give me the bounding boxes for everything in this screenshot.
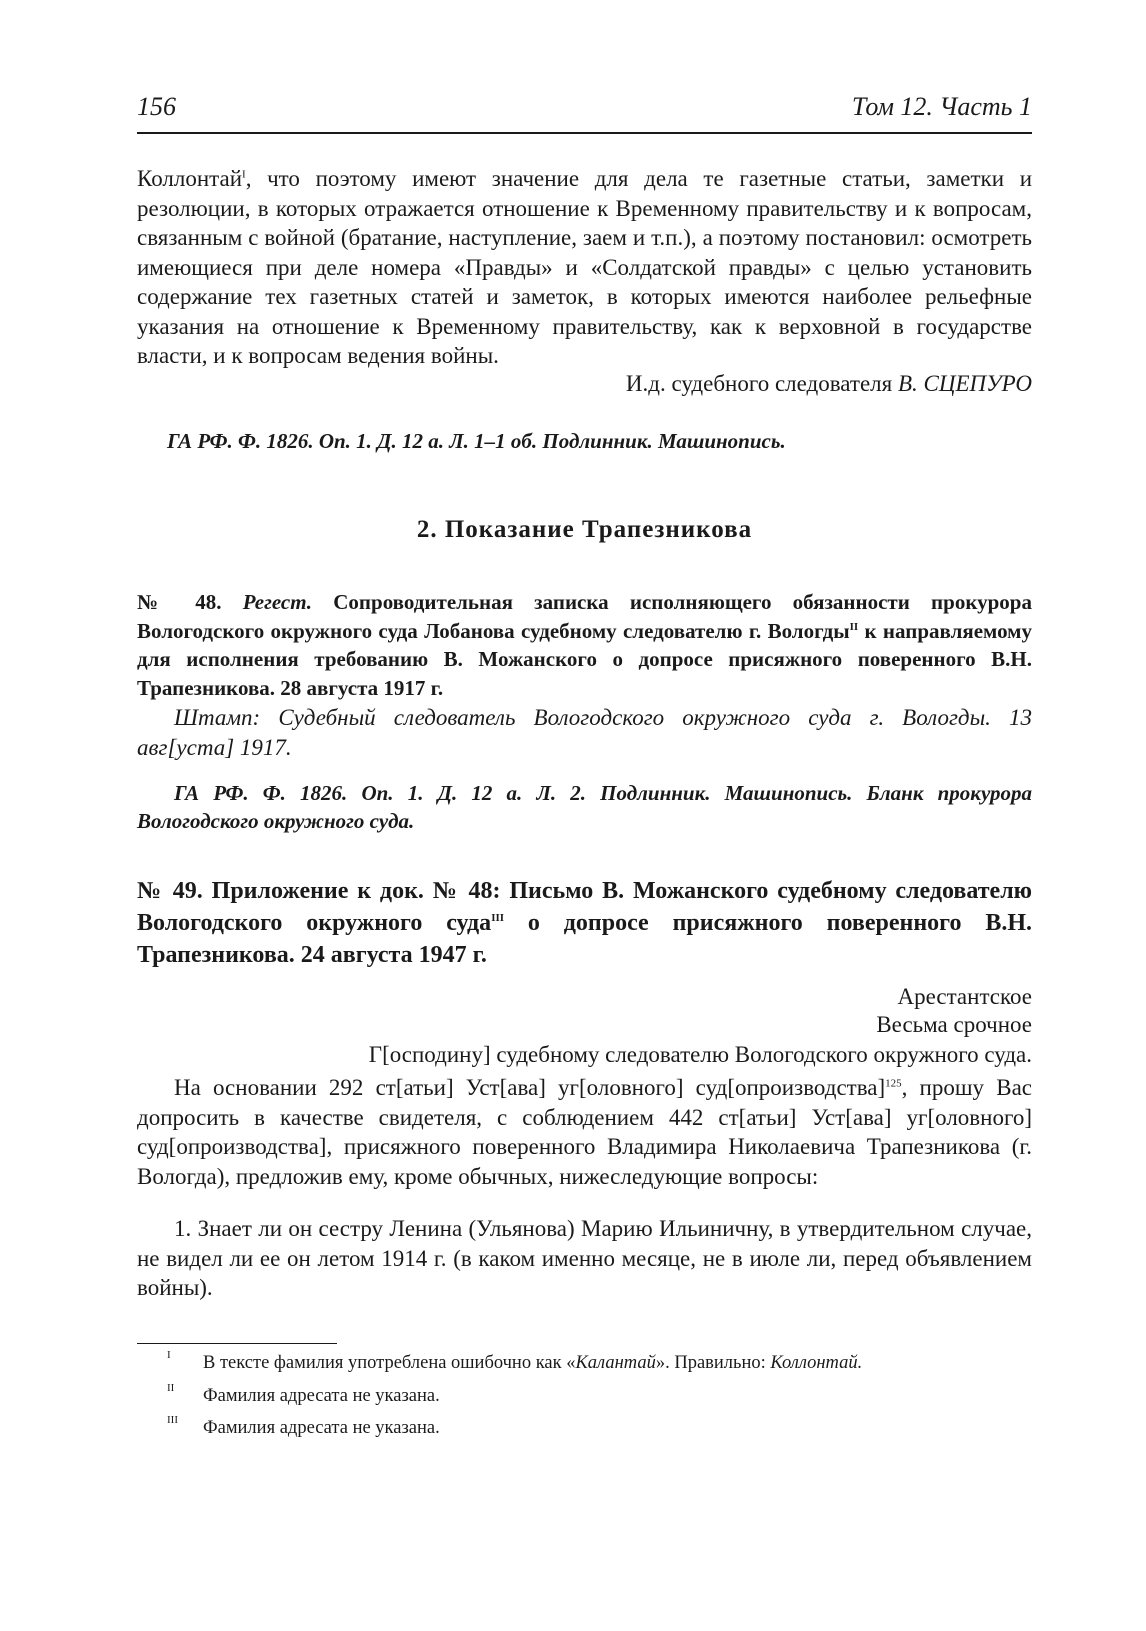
archive-source: ГА РФ. Ф. 1826. Оп. 1. Д. 12 а. Л. 1–1 об. Подлинник. Машинопись. <box>167 429 786 453</box>
archive-source: ГА РФ. Ф. 1826. Оп. 1. Д. 12 а. Л. 2. Подлинник. Машинопись. Бланк прокурора Вологодского окружного суда. <box>137 781 1032 833</box>
footnote-divider <box>137 1343 337 1344</box>
footnote-ref: III <box>491 912 505 924</box>
section-title: 2. Показание Трапезникова <box>416 516 753 543</box>
footnote-ref: I <box>242 168 246 181</box>
signature-name: В. СЦЕПУРО <box>898 371 1032 396</box>
footnote-ref: II <box>849 620 859 633</box>
running-header <box>137 92 1032 134</box>
page-number: 156 <box>137 92 176 121</box>
stamp-text: Штамп: Судебный следователь Вологодского окружного суда г. Вологды. 13 авг[уста] 1917. <box>137 705 1032 760</box>
marking-very-urgent: Весьма срочное <box>876 1012 1032 1037</box>
question-1: 1. Знает ли он сестру Ленина (Ульянова) Марию Ильиничну, в утвердительном случае, не видел ли ее он летом 1914 г. (в каком именно месяце, не в июле ли, перед объявлением войны). <box>137 1216 1032 1300</box>
document-48-regest: № 48. Регест. Сопроводительная записка исполняющего обязанности прокурора Вологодского окружного суда Лобанова судебному следователю г. Вологды$^{II}$ к направляемому для исполнения требованию В. Можанского о допросе присяжного поверенного В.Н. Трапезникова. 28 августа 1917 г. <box>137 590 1032 700</box>
volume-title: Том 12. Часть 1 <box>851 92 1032 121</box>
intro-paragraph: Коллонтай$^I$, что поэтому имеют значение для дела те газетные статьи, заметки и резолюции, в которых отражается отношение к Временному правительству и к вопросам, связанным с войной (братание, наступление, заем и т.п.), а поэтому постановил: осмотреть имеющиеся при деле номера «Правды» и «Солдатской правды» с целью установить содержание тех газетных статей и заметок, в которых имеются наиболее рельефные указания на отношение к Временному правительству, как к верховной в государстве власти, и к вопросам ведения войны. <box>137 166 1032 368</box>
footnote-ref: 125 <box>885 1077 902 1090</box>
signature: И.д. судебного следователя В. СЦЕПУРО <box>625 371 1032 396</box>
letter-paragraph: На основании 292 ст[атьи] Уст[ава] уг[оловного] суд[опроизводства]$^{125}$, прошу Вас допросить в качестве свидетеля, с соблюдением 442 ст[атьи] Уст[ава] уг[оловного] суд[опроизводства], присяжного поверенного Владимира Николаевича Трапезникова (г. Вологда), предложив ему, кроме обычных, нижеследующие вопросы: <box>137 1075 1032 1189</box>
marking-urgent-arrest: Арестантское <box>897 984 1032 1009</box>
addressee: Г[осподину] судебному следователю Вологодского окружного суда. <box>368 1042 1032 1067</box>
document-49-title: № 49. Приложение к док. № 48: Письмо В. Можанского судебному следователю Вологодского окружного суда$^{III}$ о допросе присяжного поверенного В.Н. Трапезникова. 24 августа 1947 г. <box>137 878 1033 968</box>
